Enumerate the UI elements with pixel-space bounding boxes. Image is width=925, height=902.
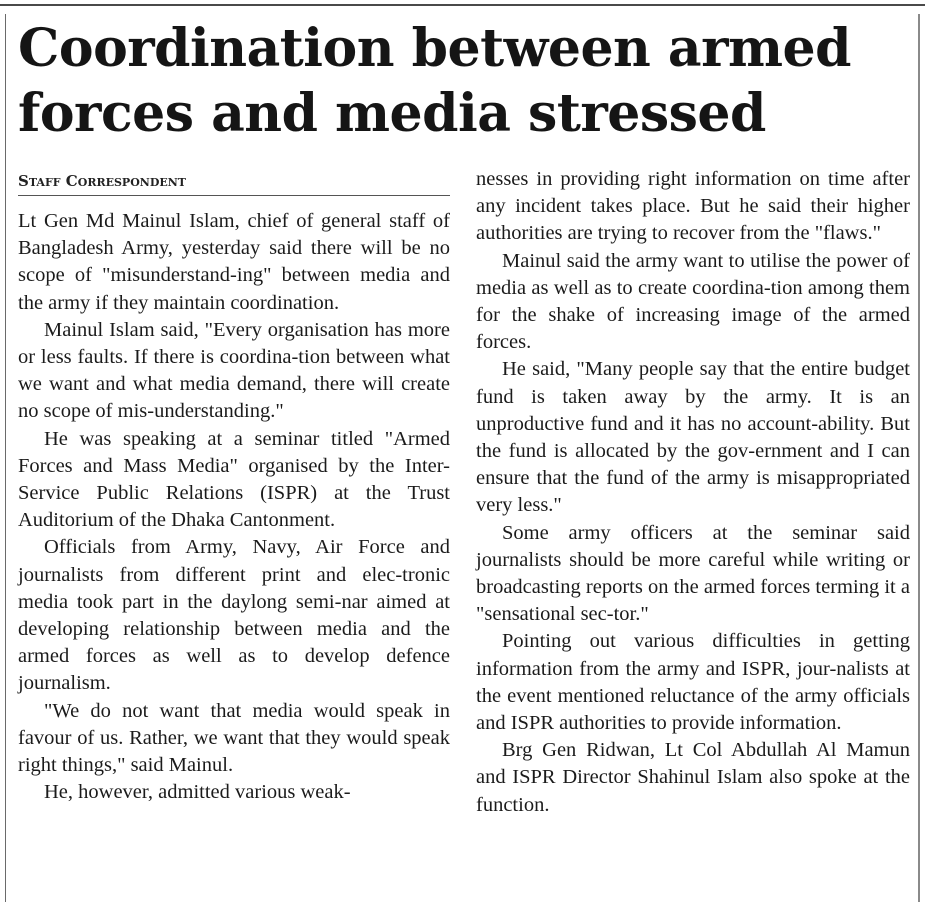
byline-divider [18,195,450,196]
left-border-rule [5,14,6,902]
paragraph-continued: nesses in providing right information on time after any incident takes place. But he said their higher authorities are trying to recover from the "flaws." [476,168,910,245]
byline: Staff Correspondent [18,172,186,190]
paragraph: Pointing out various difficulties in getting information from the army and ISPR, jour-nalists at the event mentioned reluctance of the army officials and ISPR authorities to provide information. [476,630,910,735]
left-column [18,208,450,806]
paragraph: Mainul Islam said, "Every organisation has more or less faults. If there is coordina-tion between what we want and what media demand, there will create no scope of mis-understanding." [18,318,450,423]
top-border-rule [0,4,925,6]
paragraph: Officials from Army, Navy, Air Force and journalists from different print and elec-tronic media took part in the daylong semi-nar aimed at developing relationship between media and the armed forces as well as to develop defence journalism. [18,536,450,695]
paragraph: Brg Gen Ridwan, Lt Col Abdullah Al Mamun and ISPR Director Shahinul Islam also spoke at the function. [476,739,910,816]
paragraph: He, however, admitted various weak- [44,781,351,804]
paragraph: Some army officers at the seminar said journalists should be more careful while writing or broadcasting reports on the armed forces terming it a "sensational sec-tor." [476,521,910,626]
paragraph: He said, "Many people say that the entire budget fund is taken away by the army. It is an unproductive fund and it has no account-ability. But the fund is allocated by the gov-ernment and I can ensure that the fund of the army is misappropriated very less." [476,358,910,517]
paragraph: Lt Gen Md Mainul Islam, chief of general staff of Bangladesh Army, yesterday said there will be no scope of "misunderstand-ing" between media and the army if they maintain coordination. [18,210,450,314]
right-column [476,166,910,819]
right-border-rule [918,14,920,902]
paragraph: "We do not want that media would speak in favour of us. Rather, we want that they would speak right things," said Mainul. [18,699,450,777]
paragraph: Mainul said the army want to utilise the power of media as well as to create coordina-tion among them for the shake of increasing image of the armed forces. [476,249,910,354]
headline: Coordination between armed forces and media stressed [18,18,851,144]
paragraph: He was speaking at a seminar titled "Armed Forces and Mass Media" organised by the Inter-Service Public Relations (ISPR) at the Trust Auditorium of the Dhaka Cantonment. [18,427,450,532]
